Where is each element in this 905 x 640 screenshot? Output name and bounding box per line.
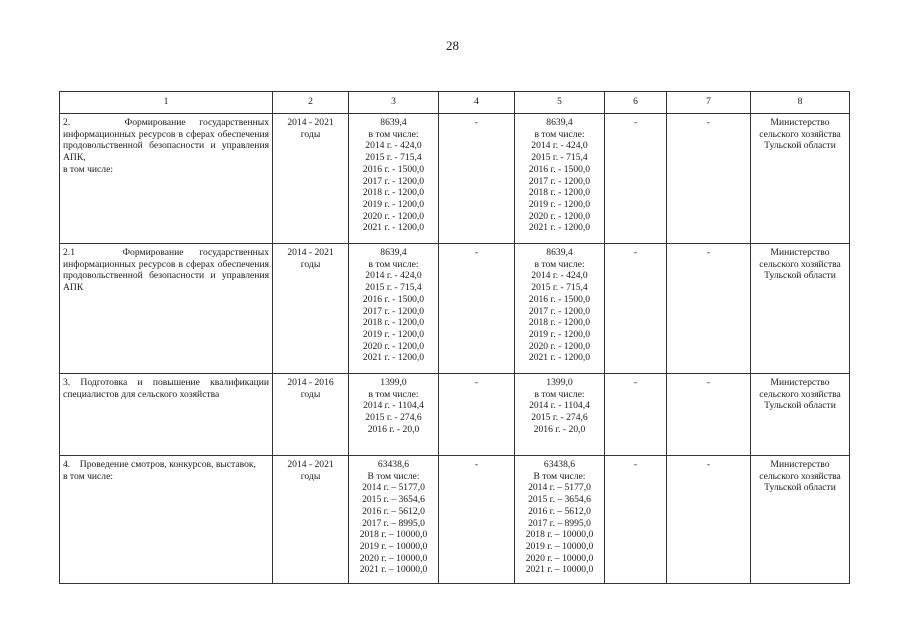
- funding-line: 2021 г. - 1200,0: [528, 352, 591, 364]
- funding-line: 2017 г. – 8995,0: [362, 517, 425, 529]
- funding-line: В том числе:: [533, 470, 586, 482]
- funding-line: 2015 г. - 274,6: [365, 412, 422, 424]
- funding-line: в том числе:: [368, 128, 419, 140]
- column-6-cell: -: [605, 456, 667, 584]
- column-7-cell: -: [667, 456, 751, 584]
- funding-line: 2018 г. - 1200,0: [362, 317, 425, 329]
- total-funding-cell: [349, 374, 439, 456]
- funding-line: 2019 г. – 10000,0: [525, 540, 594, 552]
- total-funding-cell: [349, 244, 439, 374]
- period-cell: 2014 - 2021 годы: [273, 244, 349, 374]
- activity-name-cell: 4. Проведение смотров, конкурсов, выставок, в том числе:: [60, 456, 273, 584]
- activity-name-cell: 2.1 Формирование государственных информационных ресурсов в сферах обеспечения продовольственной безопасности и управления АПК: [60, 244, 273, 374]
- table-row: [60, 456, 850, 584]
- column-4-cell: -: [439, 374, 515, 456]
- funding-line: 2015 г. - 715,4: [531, 152, 588, 164]
- funding-line: 2014 г. - 424,0: [531, 140, 588, 152]
- funding-line: 2019 г. - 1200,0: [528, 328, 591, 340]
- funding-line: 2016 г. - 20,0: [533, 423, 586, 435]
- funding-line: В том числе:: [367, 470, 420, 482]
- responsible-executor-cell: Министерство сельского хозяйства Тульской области: [751, 456, 850, 584]
- funding-line: 2014 г. – 5177,0: [362, 482, 425, 494]
- total-funding-cell: [349, 114, 439, 244]
- regional-funding-cell: [515, 114, 605, 244]
- funding-line: 2019 г. - 1200,0: [362, 198, 425, 210]
- funding-line: 8639,4: [380, 247, 407, 258]
- funding-line: 2015 г. - 274,6: [531, 412, 588, 424]
- funding-line: 63438,6: [377, 459, 410, 470]
- funding-line: 2018 г. – 10000,0: [525, 529, 594, 541]
- period-cell: 2014 - 2021 годы: [273, 456, 349, 584]
- funding-line: 8639,4: [546, 117, 573, 128]
- funding-line: 2020 г. - 1200,0: [528, 340, 591, 352]
- responsible-executor-cell: Министерство сельского хозяйства Тульской области: [751, 244, 850, 374]
- activity-name-cell: 2. Формирование государственных информационных ресурсов в сферах обеспечения продовольственной безопасности и управления АПК, в том числе:: [60, 114, 273, 244]
- column-4-cell: -: [439, 114, 515, 244]
- column-header: 8: [751, 92, 850, 114]
- funding-line: 2020 г. – 10000,0: [359, 552, 428, 564]
- funding-line: 2017 г. – 8995,0: [528, 517, 591, 529]
- period-cell: 2014 - 2016 годы: [273, 374, 349, 456]
- column-6-cell: -: [605, 114, 667, 244]
- column-4-cell: -: [439, 456, 515, 584]
- funding-line: 2021 г. – 10000,0: [525, 564, 594, 576]
- table-row: [60, 244, 850, 374]
- column-6-cell: -: [605, 374, 667, 456]
- funding-line: 2019 г. - 1200,0: [528, 198, 591, 210]
- column-header: 6: [605, 92, 667, 114]
- funding-line: 1399,0: [546, 377, 573, 388]
- funding-line: 2016 г. - 1500,0: [362, 163, 425, 175]
- program-table: [59, 91, 850, 584]
- funding-line: 2017 г. - 1200,0: [362, 175, 425, 187]
- funding-line: 2020 г. - 1200,0: [528, 210, 591, 222]
- funding-line: 2016 г. - 1500,0: [528, 293, 591, 305]
- funding-line: 2015 г. – 3654,6: [362, 494, 425, 506]
- funding-line: 2017 г. - 1200,0: [362, 305, 425, 317]
- regional-funding-cell: [515, 456, 605, 584]
- funding-line: 2019 г. – 10000,0: [359, 540, 428, 552]
- funding-line: 8639,4: [546, 247, 573, 258]
- funding-line: 63438,6: [543, 459, 576, 470]
- funding-line: 2014 г. - 424,0: [365, 140, 422, 152]
- funding-line: 2015 г. – 3654,6: [528, 494, 591, 506]
- total-funding-cell: [349, 456, 439, 584]
- column-header: 4: [439, 92, 515, 114]
- funding-line: 2014 г. - 1104,4: [363, 400, 424, 412]
- column-header: 5: [515, 92, 605, 114]
- funding-line: 2015 г. - 715,4: [365, 152, 422, 164]
- funding-line: в том числе:: [534, 258, 585, 270]
- funding-line: 2015 г. - 715,4: [531, 282, 588, 294]
- funding-line: 2018 г. – 10000,0: [359, 529, 428, 541]
- funding-line: 2016 г. - 20,0: [367, 423, 420, 435]
- page-number: 28: [446, 38, 459, 53]
- funding-line: 2021 г. – 10000,0: [359, 564, 428, 576]
- funding-line: 2018 г. - 1200,0: [528, 187, 591, 199]
- responsible-executor-cell: Министерство сельского хозяйства Тульской области: [751, 114, 850, 244]
- funding-line: в том числе:: [368, 388, 419, 400]
- funding-line: в том числе:: [534, 128, 585, 140]
- activity-name-cell: 3. Подготовка и повышение квалификации специалистов для сельского хозяйства: [60, 374, 273, 456]
- column-4-cell: -: [439, 244, 515, 374]
- funding-line: 2020 г. - 1200,0: [362, 210, 425, 222]
- column-header: 3: [349, 92, 439, 114]
- regional-funding-cell: [515, 374, 605, 456]
- column-7-cell: -: [667, 244, 751, 374]
- responsible-executor-cell: Министерство сельского хозяйства Тульской области: [751, 374, 850, 456]
- column-header: 1: [60, 92, 273, 114]
- funding-line: в том числе:: [534, 388, 585, 400]
- funding-line: 2015 г. - 715,4: [365, 282, 422, 294]
- funding-line: 2020 г. – 10000,0: [525, 552, 594, 564]
- funding-line: 2021 г. - 1200,0: [362, 352, 425, 364]
- funding-line: 2018 г. - 1200,0: [528, 317, 591, 329]
- funding-line: 2014 г. - 1104,4: [529, 400, 590, 412]
- funding-line: 2016 г. - 1500,0: [362, 293, 425, 305]
- funding-line: 2021 г. - 1200,0: [362, 222, 425, 234]
- funding-line: 2014 г. - 424,0: [365, 270, 422, 282]
- funding-line: 2016 г. – 5612,0: [528, 505, 591, 517]
- funding-line: 2014 г. - 424,0: [531, 270, 588, 282]
- funding-line: 2018 г. - 1200,0: [362, 187, 425, 199]
- column-7-cell: -: [667, 114, 751, 244]
- funding-line: в том числе:: [368, 258, 419, 270]
- column-7-cell: -: [667, 374, 751, 456]
- funding-line: 2016 г. – 5612,0: [362, 505, 425, 517]
- column-header: 2: [273, 92, 349, 114]
- regional-funding-cell: [515, 244, 605, 374]
- funding-line: 2017 г. - 1200,0: [528, 305, 591, 317]
- funding-line: 2014 г. – 5177,0: [528, 482, 591, 494]
- funding-line: 2019 г. - 1200,0: [362, 328, 425, 340]
- funding-line: 2021 г. - 1200,0: [528, 222, 591, 234]
- funding-line: 8639,4: [380, 117, 407, 128]
- period-cell: 2014 - 2021 годы: [273, 114, 349, 244]
- column-header: 7: [667, 92, 751, 114]
- table-row: [60, 114, 850, 244]
- funding-line: 2020 г. - 1200,0: [362, 340, 425, 352]
- funding-line: 2016 г. - 1500,0: [528, 163, 591, 175]
- funding-line: 2017 г. - 1200,0: [528, 175, 591, 187]
- table-header-row: [60, 92, 850, 114]
- table-row: [60, 374, 850, 456]
- funding-line: 1399,0: [380, 377, 407, 388]
- column-6-cell: -: [605, 244, 667, 374]
